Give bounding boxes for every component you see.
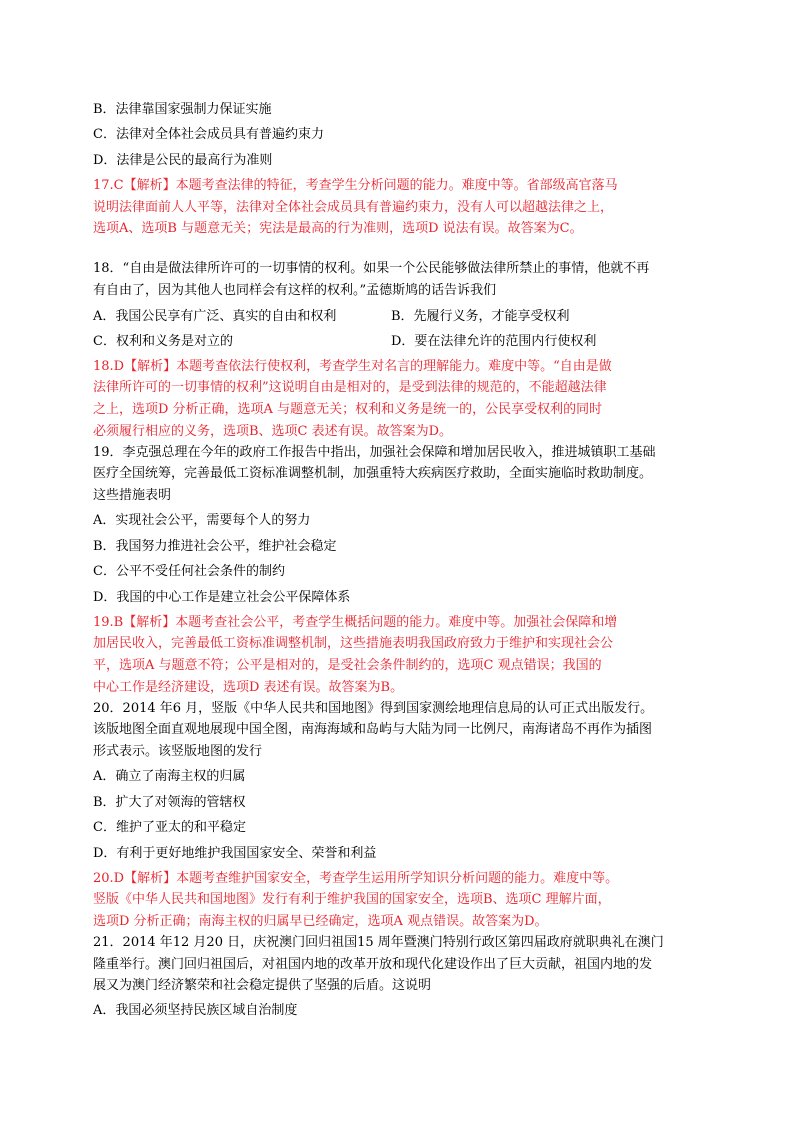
q19-option-a: A．实现社会公平，需要每个人的努力 bbox=[93, 513, 311, 528]
q19-option-b: B．我国努力推进社会公平，维护社会稳定 bbox=[93, 539, 337, 554]
q20-option-a: A．确立了南海主权的归属 bbox=[93, 769, 246, 784]
q18-option-d: D．要在法律允许的范围内行使权利 bbox=[391, 334, 597, 349]
q21-option-a: A．我国必须坚持民族区域自治制度 bbox=[93, 1003, 298, 1018]
q19-option-d: D．我国的中心工作是建立社会公平保障体系 bbox=[93, 590, 351, 605]
a19-line-2: 加居民收入，完善最低工资标准调整机制，这些措施表明我国政府致力于维护和实现社会公 bbox=[93, 636, 614, 651]
q19-stem-line-3: 这些措施表明 bbox=[93, 488, 172, 503]
q18-options-row-2 bbox=[93, 333, 596, 351]
q18-stem-line-1: 18．“自由是做法律所许可的一切事情的权利。如果一个公民能够做法律所禁止的事情，他就不再 bbox=[93, 261, 650, 276]
q20-option-d: D．有利于更好地维护我国国家安全、荣誉和利益 bbox=[93, 846, 377, 861]
a19-line-1: 19.B【解析】本题考查社会公平，考查学生概括问题的能力。难度中等。加强社会保障和增 bbox=[93, 615, 618, 630]
a17-line-2: 说明法律面前人人平等，法律对全体社会成员具有普遍约束力，没有人可以超越法律之上， bbox=[93, 200, 614, 215]
a19-line-4: 中心工作是经济建设，选项D 表述有误。故答案为B。 bbox=[93, 680, 404, 695]
q16-option-c: C．法律对全体社会成员具有普遍约束力 bbox=[93, 127, 324, 142]
q21-stem-line-2: 隆重举行。澳门回归祖国后，对祖国内地的改革开放和现代化建设作出了巨大贡献，祖国内地的发 bbox=[93, 957, 653, 972]
q19-option-c: C．公平不受任何社会条件的制约 bbox=[93, 564, 285, 579]
a20-line-2: 竖版《中华人民共和国地图》发行有利于维护我国的国家安全，选项B、选项C 理解片面， bbox=[93, 892, 611, 907]
q16-option-b: B．法律靠国家强制力保证实施 bbox=[93, 102, 272, 117]
q20-stem-line-3: 形式表示。该竖版地图的发行 bbox=[93, 744, 263, 759]
a20-line-1: 20.D【解析】本题考查维护国家安全，考查学生运用所学知识分析问题的能力。难度中等。 bbox=[93, 871, 619, 886]
q18-stem-line-2: 有自由了，因为其他人也同样会有这样的权利。”孟德斯鸠的话告诉我们 bbox=[93, 283, 497, 298]
a18-line-4: 必须履行相应的义务，选项B、选项C 表述有误。故答案为D。 bbox=[93, 424, 453, 439]
a19-line-3: 平，选项A 与题意不符；公平是相对的，是受社会条件制约的，选项C 观点错误；我国的 bbox=[93, 658, 602, 673]
a17-line-1: 17.C【解析】本题考查法律的特征，考查学生分析问题的能力。难度中等。省部级高官落马 bbox=[93, 178, 618, 193]
a20-line-3: 选项D 分析正确；南海主权的归属早已经确定，选项A 观点错误。故答案为D。 bbox=[93, 914, 548, 929]
q18-option-c: C．权利和义务是对立的 bbox=[93, 334, 233, 349]
q21-stem-line-3: 展又为澳门经济繁荣和社会稳定提供了坚强的后盾。这说明 bbox=[93, 978, 432, 993]
q20-option-c: C．维护了亚太的和平稳定 bbox=[93, 820, 246, 835]
q21-stem-line-1: 21．2014 年12 月20 日，庆祝澳门回归祖国15 周年暨澳门特别行政区第四届政府就职典礼在澳门 bbox=[93, 935, 664, 950]
q20-stem-line-2: 该版地图全面直观地展现中国全图，南海海域和岛屿与大陆为同一比例尺，南海诸岛不再作为插图 bbox=[93, 722, 653, 737]
q20-stem-line-1: 20．2014 年6 月，竖版《中华人民共和国地图》得到国家测绘地理信息局的认可正式出版发行。 bbox=[93, 701, 654, 716]
a18-line-1: 18.D【解析】本题考查依法行使权利，考查学生对名言的理解能力。难度中等。“自由是做 bbox=[93, 359, 612, 374]
a18-line-3: 之上，选项D 分析正确，选项A 与题意无关；权利和义务是统一的，公民享受权利的同时 bbox=[93, 402, 603, 417]
q18-option-a: A．我国公民享有广泛、真实的自由和权利 bbox=[93, 309, 337, 324]
a17-line-3: 选项A、选项B 与题意无关；宪法是最高的行为准则，选项D 说法有误。故答案为C。 bbox=[93, 221, 583, 236]
a18-line-2: 法律所许可的一切事情的权利”这说明自由是相对的，是受到法律的规范的，不能超越法律 bbox=[93, 380, 607, 395]
q20-option-b: B．扩大了对领海的管辖权 bbox=[93, 795, 246, 810]
q16-option-d: D．法律是公民的最高行为准则 bbox=[93, 153, 273, 168]
q18-option-b: B．先履行义务，才能享受权利 bbox=[391, 309, 570, 324]
q19-stem-line-1: 19．李克强总理在今年的政府工作报告中指出，加强社会保障和增加居民收入，推进城镇职工基础 bbox=[93, 445, 656, 460]
q18-options-row-1 bbox=[93, 308, 570, 326]
q19-stem-line-2: 医疗全国统筹，完善最低工资标准调整机制，加强重特大疾病医疗救助，全面实施临时救助制度。 bbox=[93, 466, 653, 481]
